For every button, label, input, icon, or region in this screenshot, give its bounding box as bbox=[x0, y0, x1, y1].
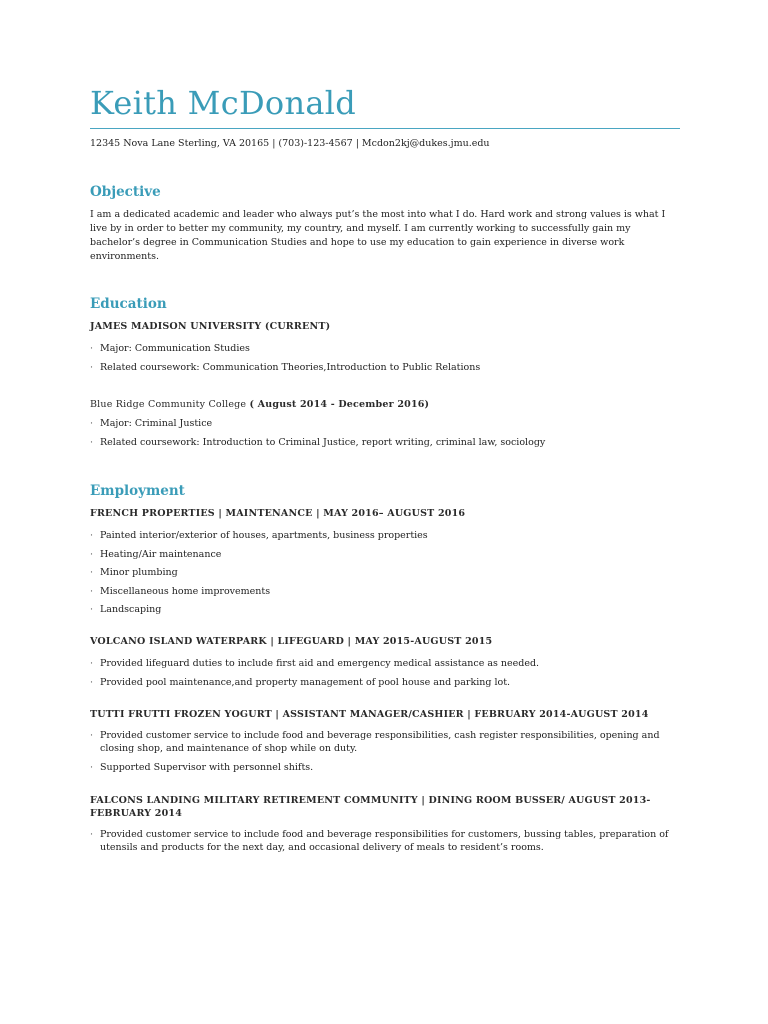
school-dates: ( August 2014 - December 2016) bbox=[249, 399, 430, 410]
job-title-french: FRENCH PROPERTIES | MAINTENANCE | MAY 2016– AUGUST 2016 bbox=[90, 508, 466, 519]
list-item: · Miscellaneous home improvements bbox=[90, 585, 680, 598]
list-item: · Provided customer service to include food and beverage responsibilities, cash register responsibilities, opening and closing shop, and maintenance of shop while on duty. bbox=[90, 729, 680, 755]
list-item: · Supported Supervisor with personnel shifts. bbox=[90, 761, 680, 774]
candidate-name: Keith McDonald bbox=[90, 84, 357, 122]
objective-heading: Objective bbox=[90, 184, 161, 200]
list-item: · Minor plumbing bbox=[90, 566, 680, 579]
list-item: · Major: Communication Studies bbox=[90, 342, 680, 355]
list-item: · Provided pool maintenance,and property management of pool house and parking lot. bbox=[90, 676, 680, 689]
list-item: · Major: Criminal Justice bbox=[90, 417, 680, 430]
job-title-volcano: VOLCANO ISLAND WATERPARK | LIFEGUARD | MAY 2015-AUGUST 2015 bbox=[90, 636, 493, 647]
list-item: · Painted interior/exterior of houses, apartments, business properties bbox=[90, 529, 680, 542]
school-list-brcc bbox=[90, 417, 680, 455]
job-list-tutti bbox=[90, 729, 680, 779]
school-list-jmu bbox=[90, 342, 680, 380]
list-item: · Provided lifeguard duties to include first aid and emergency medical assistance as needed. bbox=[90, 657, 680, 670]
school-title-jmu: JAMES MADISON UNIVERSITY (CURRENT) bbox=[90, 321, 331, 332]
contact-line: 12345 Nova Lane Sterling, VA 20165 | (703)-123-4567 | Mcdon2kj@dukes.jmu.edu bbox=[90, 138, 490, 149]
objective-text: I am a dedicated academic and leader who always put’s the most into what I do. Hard work and strong values is what I live by in order to better my community, my country, and myself. I am currently working to successfully gain my bachelor’s degree in Communication Studies and hope to use my education to gain experience in diverse work environments. bbox=[90, 209, 666, 262]
job-list-french bbox=[90, 529, 680, 622]
school-name: Blue Ridge Community College bbox=[90, 399, 250, 410]
job-title-tutti: TUTTI FRUTTI FROZEN YOGURT | ASSISTANT MANAGER/CASHIER | FEBRUARY 2014-AUGUST 2014 bbox=[90, 709, 649, 720]
job-title-falcons: FALCONS LANDING MILITARY RETIREMENT COMMUNITY | DINING ROOM BUSSER/ AUGUST 2013-FEBRUARY 2014 bbox=[90, 795, 651, 819]
list-item: · Heating/Air maintenance bbox=[90, 548, 680, 561]
list-item: · Landscaping bbox=[90, 603, 680, 616]
list-item: · Provided customer service to include food and beverage responsibilities for customers, bussing tables, preparation of utensils and products for the next day, and occasional delivery of meals to resident’s rooms. bbox=[90, 828, 680, 854]
education-heading: Education bbox=[90, 296, 167, 312]
list-item: · Related coursework: Introduction to Criminal Justice, report writing, criminal law, sociology bbox=[90, 436, 680, 449]
school-title-brcc bbox=[90, 398, 680, 411]
job-list-volcano bbox=[90, 657, 680, 695]
list-item: · Related coursework: Communication Theories,Introduction to Public Relations bbox=[90, 361, 680, 374]
header-divider bbox=[90, 128, 680, 129]
employment-heading: Employment bbox=[90, 483, 185, 499]
job-list-falcons bbox=[90, 828, 680, 860]
